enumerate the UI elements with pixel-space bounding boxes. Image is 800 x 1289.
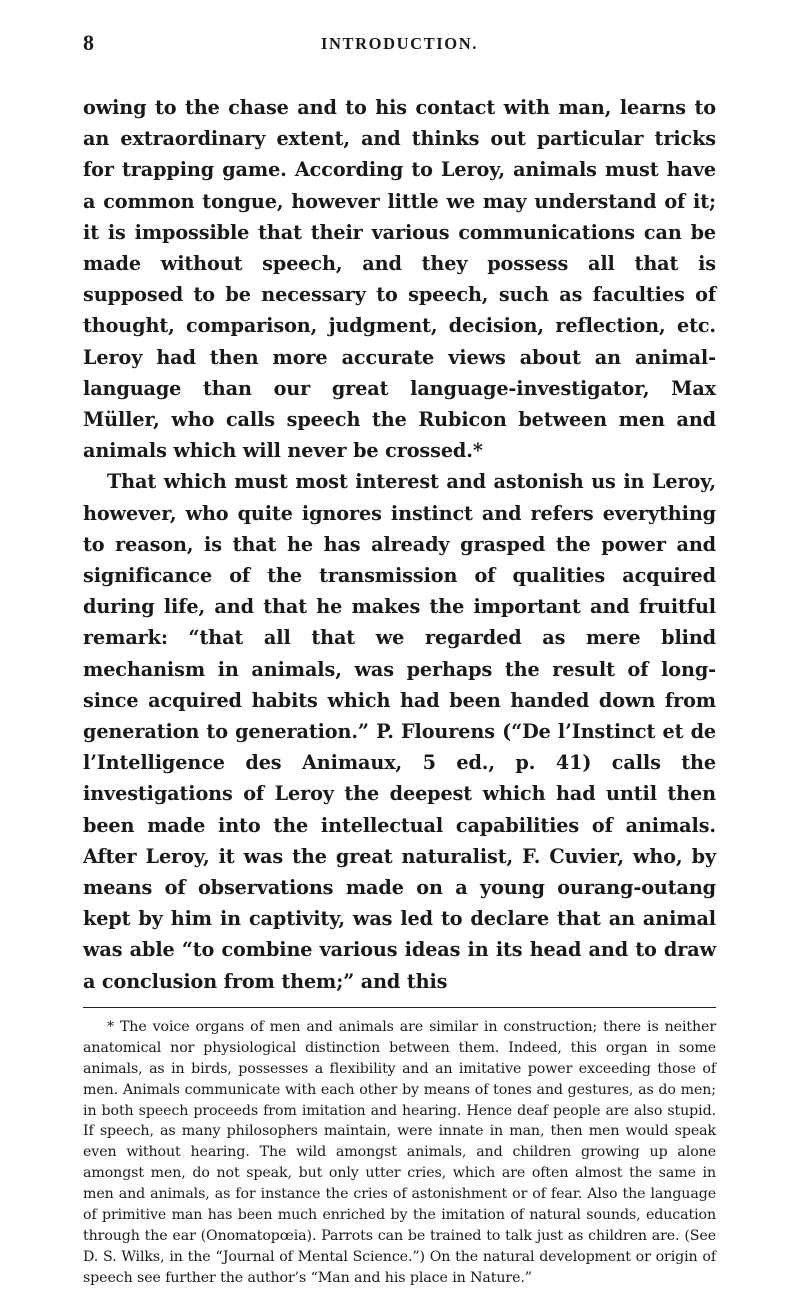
paragraph: owing to the chase and to his contact with man, learns to an extraordinary extent, and thinks out particular tricks for trapping game. According to Leroy, animals must have a common tongue, however little we may understand of it; it is impossible that their various communications can be made without speech, and they possess all that is supposed to be necessary to speech, such as faculties of thought, comparison, judgment, decision, reflection, etc. Leroy had then more accurate views about an animal-language than our great language-investigator, Max Müller, who calls speech the Rubicon between men and animals which will never be crossed.* [83, 96, 716, 463]
paragraph: That which must most interest and astonish us in Leroy, however, who quite ignores instinct and refers everything to reason, is that he has already grasped the power and significance of the transmission of qualities acquired during life, and that he makes the important and fruitful remark: “that all that we regarded as mere blind mechanism in animals, was perhaps the result of long-since acquired habits which had been handed down from generation to generation.” P. Flourens (“De l’Instinct et de l’Intelligence des Animaux, 5 ed., p. 41) calls the investigations of Leroy the deepest which had until then been made into the intellectual capabilities of animals. After Leroy, it was the great naturalist, F. Cuvier, who, by means of observations made on a young ourang-outang kept by him in captivity, was led to declare that an animal was able “to combine various ideas in its head and to draw a conclusion from them;” and this [83, 470, 716, 993]
body-text [83, 92, 716, 997]
page-number: 8 [83, 30, 95, 55]
footnote-rule [83, 1007, 716, 1008]
book-page [83, 22, 716, 1289]
footnote: * The voice organs of men and animals are similar in construction; there is neither anatomical nor physiological distinction between them. Indeed, this organ in some animals, as in birds, possesses a flexibility and an imitative power exceeding those of men. Animals communicate with each other by means of tones and gestures, as do men; in both speech proceeds from imitation and hearing. Hence deaf people are also stupid. If speech, as many philosophers maintain, were innate in man, then men would speak even without hearing. The wild amongst animals, and children growing up alone amongst men, do not speak, but only utter cries, which are often almost the same in men and animals, as for instance the cries of astonishment or of fear. Also the language of primitive man has been much enriched by the imitation of natural sounds, education through the ear (Onomatopœia). Parrots can be trained to talk just as children are. (See D. S. Wilks, in the “Journal of Mental Science.”) On the natural development or origin of speech see further the author’s “Man and his place in Nature.” [83, 1018, 716, 1286]
page-header [83, 22, 716, 62]
running-head: INTRODUCTION. [321, 34, 478, 53]
